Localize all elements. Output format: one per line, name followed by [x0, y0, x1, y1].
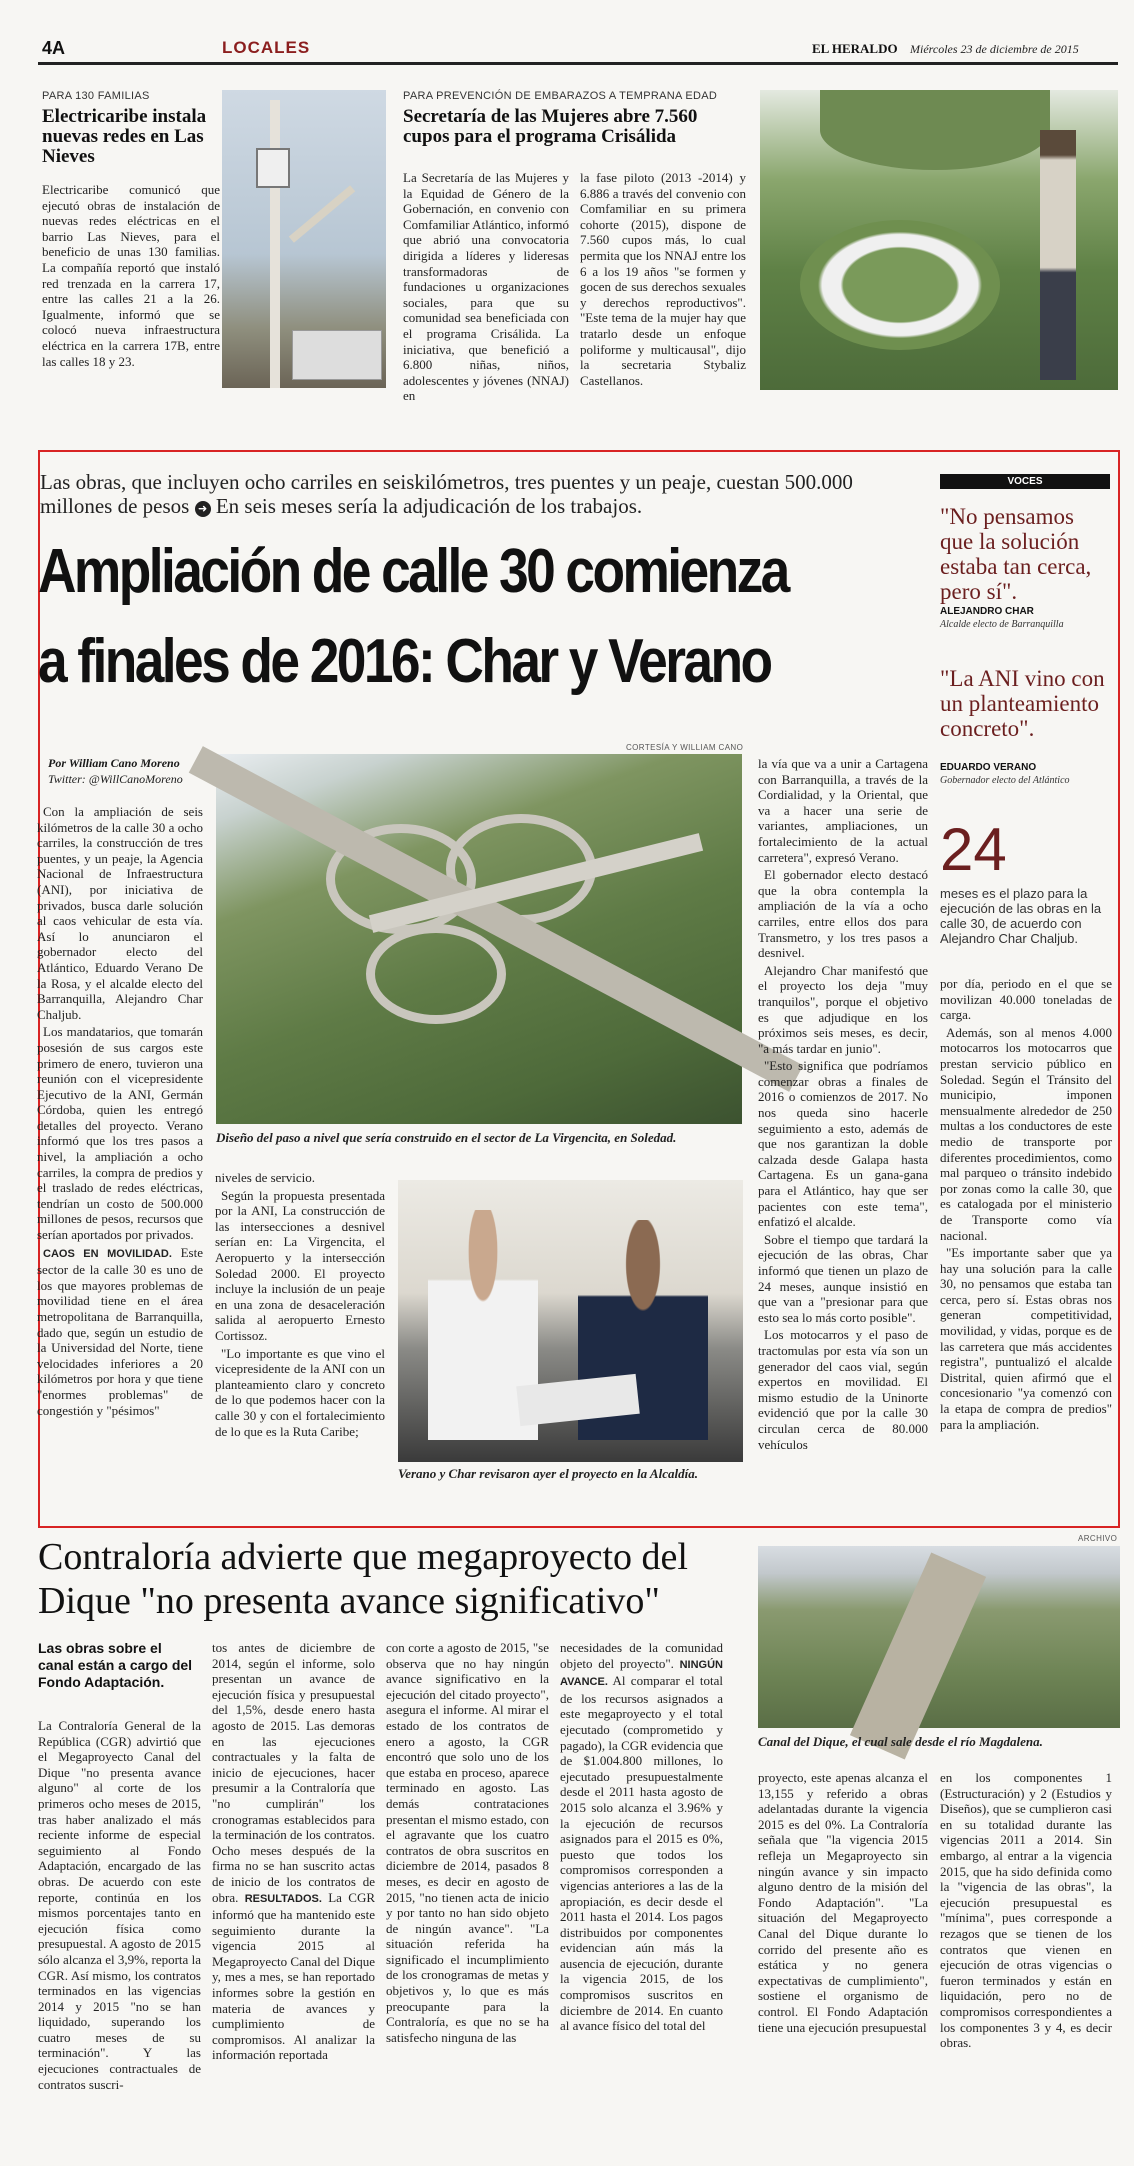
story4-col5: proyecto, este apenas alcanza el 13,155 y referido a obras adelantadas durante la vigencia 2015 es del 0%. La Contraloría señala que "la vigencia 2015 refleja un Megaproyecto sin ningún avance y sin impacto alguno dentro de la misión del Fondo Adaptación". "La situación del Megaproyecto Canal del Dique durante lo corrido del presente año es estática y no genera expectativas de cumplimiento", sostiene el organismo de control. El Fondo Adaptación tiene una ejecución presupuestal — [758, 1770, 928, 2035]
main-col1-p1: Con la ampliación de seis kilómetros de la calle 30 a ocho carriles, la construcción de tres puentes, y un peaje, la Agencia Nacional de Infraestructura (ANI), por iniciativa de privados, busca darle solución al caos vehicular de esta vía. Así lo anunciaron el gobernador electo del Atlántico, Eduardo Verano De la Rosa, y el alcalde electo del Barranquilla, Alejandro Char Chaljub. — [37, 804, 203, 1022]
voces-name-2: EDUARDO VERANO — [940, 762, 1037, 773]
story2-headline: Secretaría de las Mujeres abre 7.560 cupos para el programa Crisálida — [403, 106, 698, 147]
story1-kicker: PARA 130 FAMILIAS — [42, 90, 150, 102]
story4-caption: Canal del Dique, el cual sale desde el río Magdalena. — [758, 1734, 1043, 1749]
story4-col2-lead: RESULTADOS. — [244, 1892, 322, 1905]
photo-lineman — [222, 90, 386, 388]
arrow-right-icon: ➜ — [195, 501, 211, 517]
main-col3-p6: Los motocarros y el paso de tractomulas por esta vía son un generador del caos vial, según expertos en movilidad. El mismo estudio de la Uninorte evidenció que por la calle 30 circulan cerca de 80.000 vehículos — [758, 1327, 928, 1452]
main-col1-p2: Los mandatarios, que tomarán posesión de sus cargos este primero de enero, tuvieron una reunión con el vicepresidente Ejecutivo de la ANI, Germán Córdoba, quien les entregó detalles del proyecto. Verano informó que los tres pasos a nivel, la ampliación a ocho carriles, la compra de predios y el traslado de redes eléctricas, tendrían un costo de 500.000 millones de pesos, recursos que serían aportados por privados. — [37, 1024, 203, 1243]
standing-speaker — [1040, 130, 1076, 380]
photo-youth-group — [760, 90, 1118, 390]
story4-col2-b: La CGR informó que ha mantenido este seguimiento durante la vigencia 2015 al Megaproyecto Canal del Dique y, mes a mes, se han reportado informes sobre la gestión en materia de avances y cumplimiento de compromisos. Al analizar la información reportada — [212, 1889, 375, 2063]
byline: Por William Cano Moreno — [48, 756, 180, 770]
utility-pole — [270, 100, 280, 388]
story4-col4 — [560, 1640, 723, 2148]
voces-label: VOCES — [940, 474, 1110, 489]
canal-water — [850, 1552, 986, 1759]
photo-canal-del-dique — [758, 1546, 1120, 1728]
story2-col2: la fase piloto (2013 -2014) y 6.886 a través del convenio con Comfamiliar en su primera cohorte (2015), dispone de 7.560 cupos más, lo cual permita que los NNAJ entre los 6 a los 19 años "se formen y gocen de sus derechos sexuales y derechos reproductivos". "Este tema de la mujer hay que tratarlo desde un enfoque poliforme y multicausal", dijo la secretaria Stybaliz Castellanos. — [580, 170, 746, 388]
story4-col6: en los componentes 1 (Estructuración) y 2 (Estudios y Diseños), que se cumplieron casi en su totalidad durante las vigencias 2011 a 2014. Sin embargo, al entrar a la vigencia 2015, que ha sido definida como la "vigencia de las obras", la ejecución presupuestal es "mínima", pues corresponde a rezagos que se tienen de los contratos que vienen en ejecución de otras vigencias o fueron terminados y están en liquidación, pero no de compromisos correspondientes a los componentes 3 y 4, es decir obras. — [940, 1770, 1112, 2051]
main-col1-lead: CAOS EN MOVILIDAD. — [43, 1247, 172, 1260]
story4-deck: Las obras sobre el canal están a cargo del Fondo Adaptación. — [38, 1640, 193, 1690]
main-col2-p1: niveles de servicio. — [215, 1170, 315, 1185]
main-headline-line1: Ampliación de calle 30 comienza — [38, 537, 788, 606]
story4-col4-lead: NINGÚN AVANCE. — [560, 1658, 723, 1689]
bucket-truck-boom — [289, 185, 355, 243]
main-headline-line2: a finales de 2016: Char y Verano — [38, 627, 771, 696]
voces-role-2: Gobernador electo del Atlántico — [940, 775, 1070, 786]
paper-name: EL HERALDO — [812, 41, 898, 56]
story4-col2 — [212, 1640, 375, 2148]
highway — [189, 746, 803, 1092]
story1-headline: Electricaribe instala nuevas redes en Las Nieves — [42, 106, 207, 167]
voces-name-1: ALEJANDRO CHAR — [940, 606, 1034, 617]
main-deck-line1: Las obras, que incluyen ocho carriles en seiskilómetros, tres puentes y un peaje, cuestan 500.000 millones de pesos — [40, 470, 853, 518]
byline-twitter: Twitter: @WillCanoMoreno — [48, 772, 183, 786]
page-number: 4A — [42, 38, 66, 58]
main-col4-p3: "Es importante saber que ya hay una solución para la calle 30, no pensamos que estaba tan cerca, pero sí. Estas obras nos generan competitividad, movilidad, y vidas, porque es de las carretera que más accidentes registra", puntualizó el alcalde Distrital, quien afirmó que el concesionario "ya comenzó con la etapa de compra de predios" para la ampliación. — [940, 1245, 1112, 1432]
header-rule — [38, 62, 1118, 65]
main-col4 — [940, 976, 1112, 1480]
main-col3-p2: El gobernador electo destacó que la obra contempla la ampliación de la vía a ocho carriles, entre ellos dos para Transmetro, y los tres pasos a desnivel. — [758, 867, 928, 961]
photo1-credit: CORTESÍA Y WILLIAM CANO — [626, 743, 744, 752]
voces-role-1: Alcalde electo de Barranquilla — [940, 619, 1064, 630]
main-col3-p5: Sobre el tiempo que tardará la ejecución de las obras, Char informó que tienen un plazo de 24 meses, aunque insistió en que van a "presionar para que esto sea lo más corto posible". — [758, 1231, 928, 1325]
story4-credit: ARCHIVO — [1078, 1534, 1118, 1543]
main-col2-p2: Según la propuesta presentada por la ANI, La construcción de las intersecciones a desnivel serían en: La Virgencita, el Aeropuerto y la intersección Soledad 2000. El proyecto incluye la inclusión de un peaje en una zona de desaceleración salida al aeropuerto Ernesto Cortissoz. — [215, 1187, 385, 1343]
story4-col4-a: necesidades de la comunidad objeto del proyecto". — [560, 1640, 723, 1671]
main-col1 — [37, 804, 203, 1480]
main-col4-p1: por día, periodo en el que se movilizan 40.000 toneladas de carga. — [940, 976, 1112, 1023]
story4-col1: La Contraloría General de la República (CGR) advirtió que el Megaproyecto Canal del Dique "no presenta avance alguno" al corte de los primeros ocho meses de 2015, tras haber analizado el más reciente informe de especial seguimiento al Fondo Adaptación, encargado de las obras. De acuerdo con este reporte, continúa en los mismos porcentajes tanto en ejecución física como presupuestal. A agosto de 2015 sólo alcanza el 3,9%, reporta la CGR. Así mismo, los contratos terminados en las vigencias 2014 y 2015 "no se han liquidado, superando los cuatro meses de su terminación". Y las ejecuciones contractuales de contratos suscri- — [38, 1718, 201, 2092]
issue-date: Miércoles 23 de diciembre de 2015 — [910, 42, 1079, 56]
main-deck-line2: En seis meses sería la adjudicación de los trabajos. — [215, 494, 643, 518]
stat-text: meses es el plazo para la ejecución de las obras en la calle 30, de acuerdo con Alejandro Char Chaljub. — [940, 886, 1102, 946]
story2-kicker: PARA PREVENCIÓN DE EMBARAZOS A TEMPRANA EDAD — [403, 90, 718, 102]
main-deck — [40, 470, 920, 518]
section-label: LOCALES — [222, 38, 311, 57]
photo-interchange-render — [216, 754, 742, 1124]
voces-quote-1: "No pensamos que la solución estaba tan cerca, pero sí". — [940, 504, 1092, 604]
cloverleaf-loop-3 — [366, 924, 506, 1024]
main-col3-p3: Alejandro Char manifestó que el proyecto los deja "muy tranquilos", porque el objetivo es que adjudique en los próximos seis meses, es decir, "a más tardar en junio". — [758, 962, 928, 1056]
main-col2-p3: "Lo importante es que vino el vicepresidente de la ANI con un planteamiento claro y concreto de lo que podemos hacer con la calle 30 y con el fortalecimiento de lo que es la Ruta Caribe; — [215, 1345, 385, 1439]
voces-quote-2: "La ANI vino con un planteamiento concreto". — [940, 666, 1105, 741]
story4-col4-b: Al comparar el total de los recursos asignados a este megaproyecto y el total ejecutado (comprometido y pagado), la CGR evidencia que de $1.004.800 millones, lo ejecutado presupuestalmente desde el 2011 hasta agosto de 2015 solo alcanza el 3.96% y la ejecución de recursos asignados para el 2015 es 0%, puesto que todos los compromisos corresponden a vigencias anteriores a las de la apropiación, es decir desde el 2011 hasta el 2014. Los pagos distribuidos por componentes evidencian aún más la ausencia de ejecución, durante la vigencia 2015, de los compromisos suscritos en diciembre de 2014. En cuanto al avance físico del total del — [560, 1673, 723, 2034]
story1-body: Electricaribe comunicó que ejecutó obras de instalación de nuevas redes eléctricas en el barrio Las Nieves, para el beneficio de unas 130 familias. La compañía reportó que instaló red trenzada en la carrera 17, entre las calles 21 a la 26. Igualmente, informó que se colocó nueva infraestructura eléctrica en la carrera 17B, entre las calles 18 y 23. — [42, 182, 220, 369]
main-col1-p3: Este sector de la calle 30 es uno de los que mayores problemas de movilidad tiene en el área metropolitana de Barranquilla, dado que, según un estudio de la Universidad del Norte, tiene velocidades inferiores a 20 kilómetros por hora y que tiene "enormes problemas" de congestión y "pésimos" — [37, 1244, 203, 1418]
photo-verano-char-meeting — [398, 1180, 743, 1462]
truck — [292, 330, 382, 380]
bucket — [256, 148, 290, 188]
story4-col3: con corte a agosto de 2015, "se observa que no hay ningún avance significativo en la ejecución del citado proyecto", asegura el informe. Al mirar el estado de los contratos de enero a agosto, la CGR encontró que solo uno de los que estaba en proceso, aparece terminado en agosto. Las demás contrataciones presentan el mismo estado, con el agravante que los cuatro contratos de obra suscritos en diciembre de 2014, pasados 8 meses, es decir en agosto de 2015, "no tienen acta de inicio y por tanto no han sido objeto de ningún avance". "La situación referida ha significado el incumplimiento de los cronogramas de metas y objetivos y, lo que es más preocupante para la Contraloría, es que no se ha satisfecho ninguna de las — [386, 1640, 549, 2045]
story2-col1: La Secretaría de las Mujeres y la Equidad de Género de la Gobernación, en convenio con Comfamiliar Atlántico, informó que abrió una convocatoria dirigida a líderes y lideresas transformadoras de fundaciones u organizaciones sociales, para que su comunidad sea beneficiada con el programa Crisálida. La iniciativa, que benefició a 6.800 niñas, niños, adolescentes y jóvenes (NNAJ) en — [403, 170, 569, 404]
stat-number: 24 — [940, 816, 1007, 883]
main-col3-p1: la vía que va a unir a Cartagena con Barranquilla, a través de la Cordialidad, y la Oriental, que va a hacer una serie de variantes, ampliaciones, un fortalecimiento de la actual carretera", expresó Verano. — [758, 756, 928, 865]
group-circle — [800, 220, 1000, 350]
story4-headline-line1: Contraloría advierte que megaproyecto del — [38, 1536, 688, 1578]
photo1-caption: Diseño del paso a nivel que sería construido en el sector de La Virgencita, en Soledad. — [216, 1130, 677, 1145]
main-col2 — [215, 1170, 385, 1480]
story4-col2-a: tos antes de diciembre de 2014, según el informe, solo presentan un avance de ejecución física y presupuestal del 1,5%, desde enero hasta agosto de 2015. Las demoras en las ejecuciones contractuales y la falta de inicio de ejecuciones, hacer presumir a la Contraloría que "no cumplirán" los cronogramas establecidos para la terminación de los contratos. Ocho meses después de la firma no se han suscrito actas de inicio de los contratos de obra. — [212, 1640, 375, 1905]
tree-canopy — [820, 90, 1050, 170]
story4-headline-line2: Dique "no presenta avance significativo" — [38, 1580, 660, 1622]
main-col4-p2: Además, son al menos 4.000 motocarros los motocarros que prestan servicio público en Soledad. Según el Tránsito del municipio, imponen mensualmente alrededor de 250 multas a los conductores de este medio de transporte por diferentes procedimientos, como mal parqueo o tránsito indebido por zonas como la calle 30, que es catalogada por el ministerio de Transporte como vía nacional. — [940, 1024, 1112, 1243]
main-col3 — [758, 756, 928, 1480]
main-col3-p4: "Esto significa que podríamos comenzar obras a finales de 2016 o comienzos de 2017. No nos queda sino hacerle seguimiento a esto, además de que nos garantizan la doble calzada desde Galapa hasta Cartagena. Es un gana-gana para el Atlántico, hay que ser pacientes con este tema", enfatizó el alcalde. — [758, 1058, 928, 1230]
photo2-caption: Verano y Char revisaron ayer el proyecto en la Alcaldía. — [398, 1466, 698, 1481]
